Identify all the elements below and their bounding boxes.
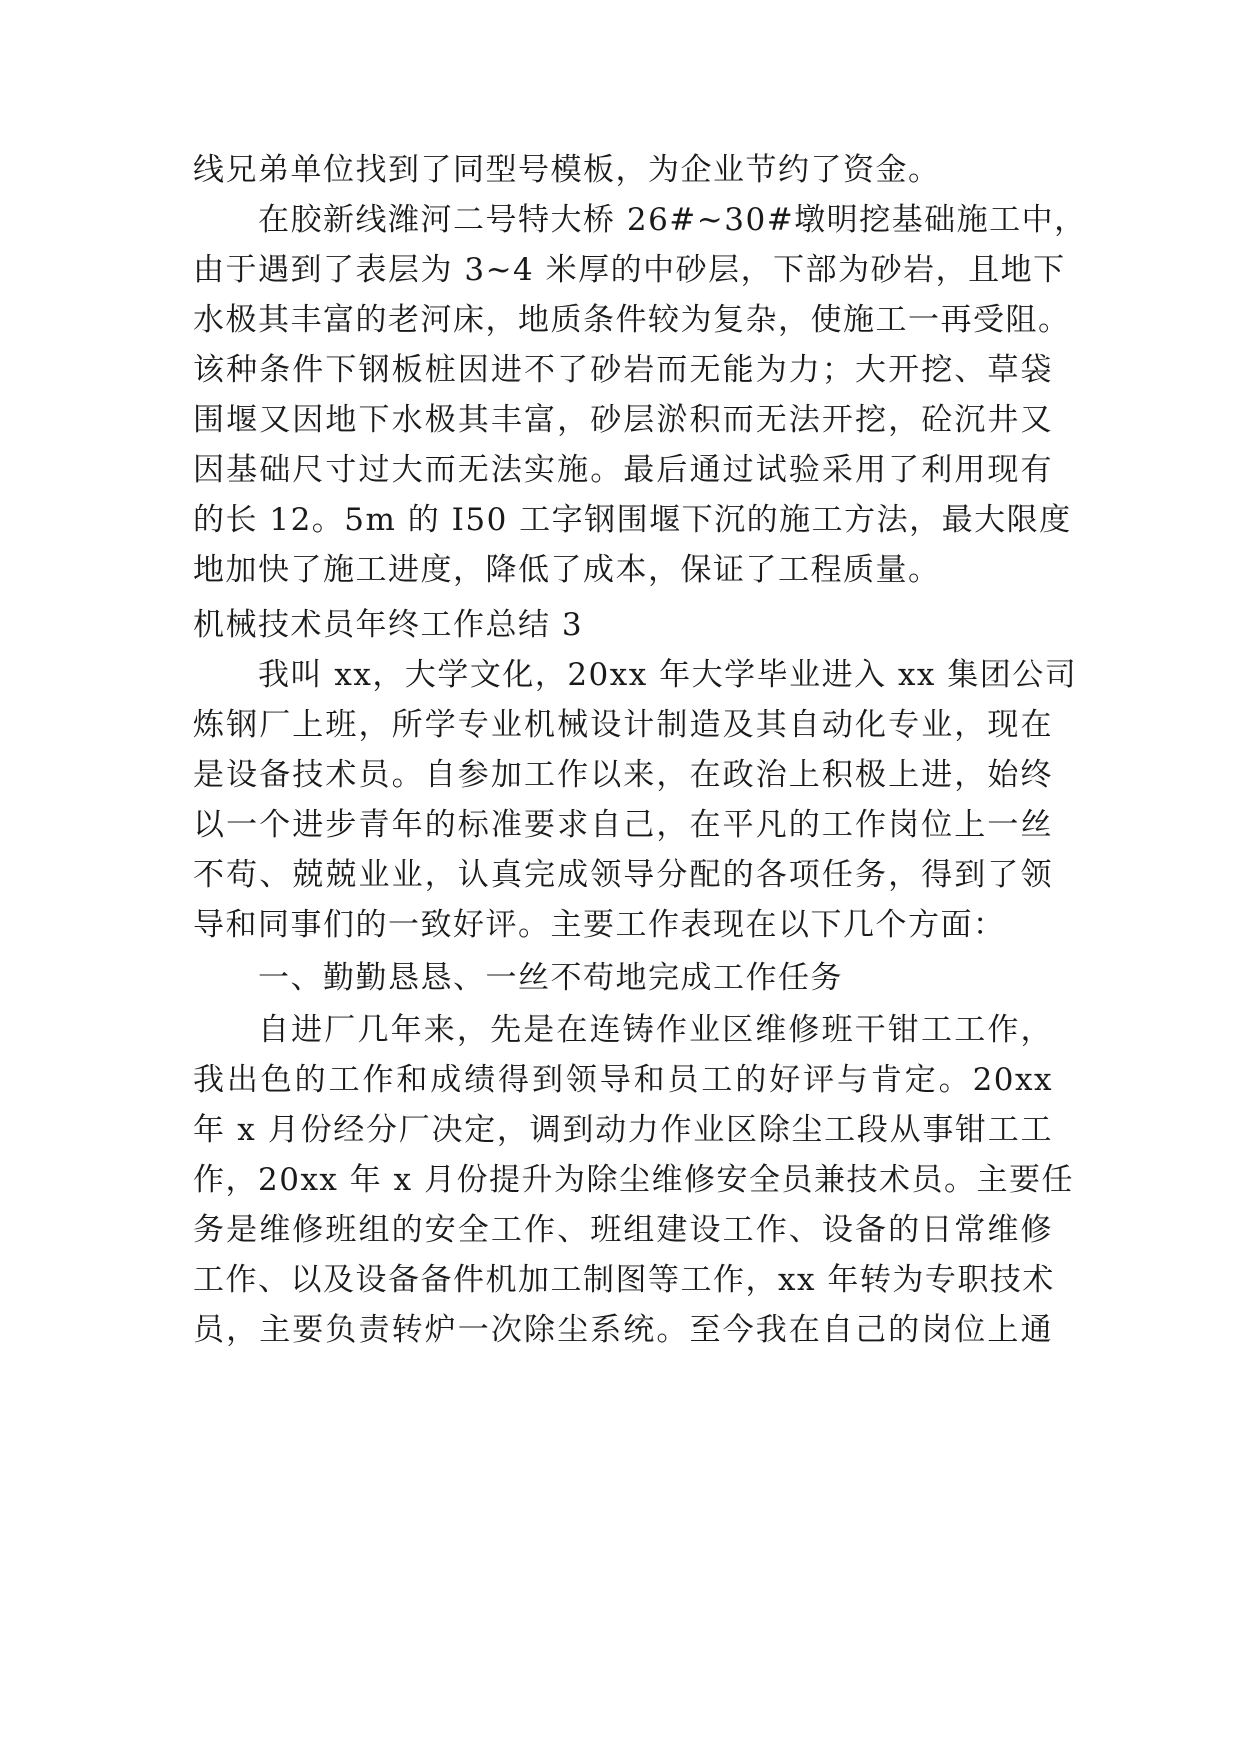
- text-line: 在胶新线潍河二号特大桥 26#~30#墩明挖基础施工中，: [258, 202, 1087, 238]
- text-line: 的长 12。5m 的 I50 工字钢围堰下沉的施工方法，最大限度: [193, 502, 1072, 538]
- text-line: 水极其丰富的老河床，地质条件较为复杂，使施工一再受阻。: [193, 302, 1071, 338]
- text-line: 是设备技术员。自参加工作以来，在政治上积极上进，始终: [193, 757, 1053, 793]
- text-line: 因基础尺寸过大而无法实施。最后通过试验采用了利用现有: [193, 452, 1053, 488]
- text-line: 由于遇到了表层为 3~4 米厚的中砂层，下部为砂岩，且地下: [193, 252, 1066, 288]
- text-line: 以一个进步青年的标准要求自己，在平凡的工作岗位上一丝: [193, 807, 1053, 843]
- text-line: 导和同事们的一致好评。主要工作表现在以下几个方面：: [193, 907, 1006, 943]
- text-line: 不苟、兢兢业业，认真完成领导分配的各项任务，得到了领: [193, 857, 1053, 893]
- text-line: 自进厂几年来，先是在连铸作业区维修班干钳工工作，: [258, 1012, 1053, 1048]
- text-line: 线兄弟单位找到了同型号模板，为企业节约了资金。: [193, 152, 941, 188]
- text-line: 作，20xx 年 x 月份提升为除尘维修安全员兼技术员。主要任: [193, 1162, 1074, 1198]
- subheading: 一、勤勤恳恳、一丝不苟地完成工作任务: [258, 960, 843, 996]
- text-line: 年 x 月份经分厂决定，调到动力作业区除尘工段从事钳工工: [193, 1112, 1053, 1148]
- text-line: 我叫 xx，大学文化，20xx 年大学毕业进入 xx 集团公司: [258, 657, 1078, 693]
- text-line: 工作、以及设备备件机加工制图等工作，xx 年转为专职技术: [193, 1262, 1055, 1298]
- section-heading: 机械技术员年终工作总结 3: [193, 607, 584, 643]
- text-line: 员，主要负责转炉一次除尘系统。至今我在自己的岗位上通: [193, 1312, 1053, 1348]
- text-line: 地加快了施工进度，降低了成本，保证了工程质量。: [193, 552, 941, 588]
- text-line: 务是维修班组的安全工作、班组建设工作、设备的日常维修: [193, 1212, 1053, 1248]
- text-line: 该种条件下钢板桩因进不了砂岩而无能为力；大开挖、草袋: [193, 352, 1053, 388]
- text-line: 炼钢厂上班，所学专业机械设计制造及其自动化专业，现在: [193, 707, 1053, 743]
- text-line: 围堰又因地下水极其丰富，砂层淤积而无法开挖，砼沉井又: [193, 402, 1053, 438]
- text-line: 我出色的工作和成绩得到领导和员工的好评与肯定。20xx: [193, 1062, 1053, 1098]
